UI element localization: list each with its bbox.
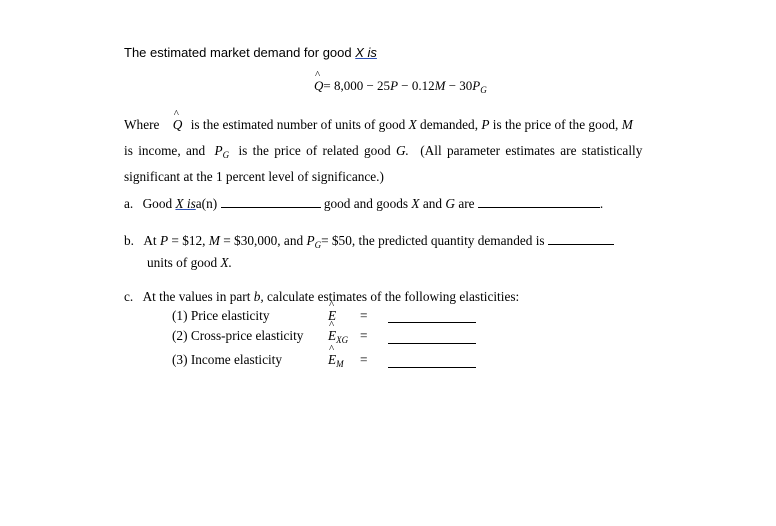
qa-end: . [599,196,604,211]
question-b-line-1 [124,233,614,250]
elasticity-blank-cross[interactable] [388,343,476,344]
where-q-hat: ^ Q [173,117,183,133]
intro-good: X is [355,45,377,60]
elasticity-symbol-income: ^ E [328,352,336,368]
where-line-3 [124,169,384,185]
qc-marker: c. [124,289,134,304]
elasticity-eq-2 [360,328,368,344]
elasticity-row-3 [172,352,282,368]
where-pg: P [214,143,223,158]
qb-pg: P [306,233,315,248]
qa-blank-1[interactable] [221,206,321,208]
elasticity-blank-price[interactable] [388,322,476,323]
where-text-3: demanded, [420,117,479,132]
elasticity-sub-cross: XG [336,335,349,345]
elasticity-blank-income[interactable] [388,367,476,368]
where-text-5: is income, and [124,143,206,158]
eq-p: P [390,78,399,93]
elasticity-label-price: (1) Price elasticity [172,308,270,323]
qb-p-val: = $12, [171,233,206,248]
qc-intro-b: calculate estimates of the following elasticities: [267,289,520,304]
demand-equation [314,78,487,95]
qb-l2: units of good [147,255,218,270]
elasticity-sub-income: M [336,359,344,369]
question-a [124,196,603,212]
elasticity-sym-3 [328,352,344,369]
qc-b: b, [253,289,264,304]
qb-pg-sub: G [314,240,322,250]
elasticity-eq-income: = [360,352,368,367]
where-line-1 [124,117,633,133]
eq-rhs: = 8,000 − 25 [323,78,391,93]
elasticity-label-cross: (2) Cross-price elasticity [172,328,304,343]
where-pg-sub: G [222,150,230,160]
qb-m-val: = $30,000, and [223,233,304,248]
where-text-1: Where [124,117,160,132]
qa-mid: good and goods [323,196,409,211]
elasticity-symbol-cross: ^ E [328,328,336,344]
qb-p: P [159,233,169,248]
qb-m: M [208,233,220,248]
qa-blank-2[interactable] [478,206,600,208]
qa-x-is: X is [175,196,196,211]
where-m: M [621,117,633,132]
eq-m: M [434,78,446,93]
qb-pg-val: = $50, the predicted quantity demanded is [321,233,545,248]
where-line-2 [124,143,642,160]
elasticity-eq-1 [360,308,368,324]
qa-are: are [458,196,475,211]
question-b-line-2 [147,255,232,271]
elasticity-eq-price: = [360,308,368,323]
intro-line [124,45,377,60]
qa-marker: a. [124,196,134,211]
eq-m-term: − 0.12 [398,78,435,93]
qb-blank[interactable] [548,243,614,245]
eq-pg-sub: G [480,85,487,95]
eq-pg-term: − 30 [445,78,473,93]
elasticity-row-1 [172,308,269,324]
qa-good: Good [142,196,173,211]
qa-an: a(n) [195,196,218,211]
where-g: G. [395,143,409,158]
qa-g: G [445,196,455,211]
qc-intro-a: At the values in part [142,289,251,304]
elasticity-symbol-price: ^ E [328,308,336,324]
qb-at: At [143,233,157,248]
eq-pg: P [472,78,481,93]
where-text-6: is the price of related good [238,143,391,158]
where-x: X [408,117,417,132]
where-text-2: is the estimated number of units of good [190,117,406,132]
qa-x: X [411,196,420,211]
qb-marker: b. [124,233,134,248]
elasticity-row-2 [172,328,303,344]
elasticity-eq-cross: = [360,328,368,343]
where-text-4: is the price of the good, [492,117,619,132]
where-text-8: significant at the 1 percent level of significance.) [124,169,384,184]
elasticity-label-income: (3) Income elasticity [172,352,283,367]
qa-and: and [422,196,443,211]
eq-q-hat: ^ Q [314,78,323,94]
where-text-7: (All parameter estimates are statistically [420,143,643,158]
where-p: P [481,117,490,132]
elasticity-eq-3 [360,352,368,368]
intro-text: The estimated market demand for good [124,45,352,60]
qb-x: X. [220,255,232,270]
question-c-intro [124,289,519,305]
